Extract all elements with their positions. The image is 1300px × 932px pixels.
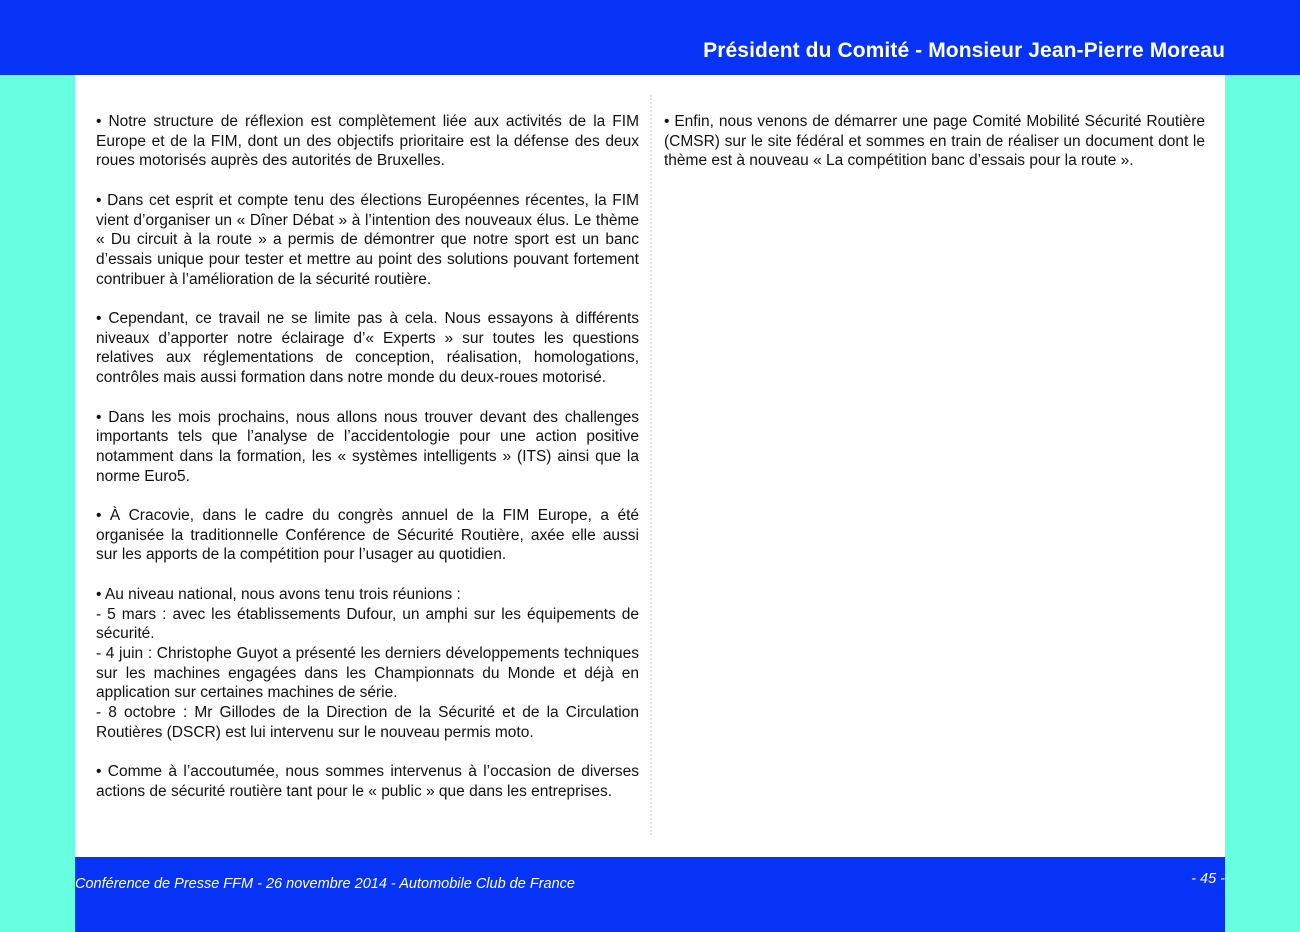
paragraph-eu-structure: • Notre structure de réflexion est complètement liée aux activités de la FIM Europe et de la FIM, dont un des objectifs prioritaire est la défense des deux roues motorisés auprès des autorités de Bruxelles. [96, 113, 639, 170]
right-column [664, 112, 1205, 191]
column-divider [650, 95, 652, 835]
paragraph-experts: • Cependant, ce travail ne se limite pas à cela. Nous essayons à différents niveaux d’apporter notre éclairage d’« Experts » sur toutes les questions relatives aux réglementations de conception, réalisation, homologations, contrôles mais aussi formation dans notre monde du deux-roues motorisé. [96, 310, 639, 387]
meeting-item-mars: - 5 mars : avec les établissements Dufour, un amphi sur les équipements de sécurité. [96, 605, 639, 643]
footer-text: Conférence de Presse FFM - 26 novembre 2014 - Automobile Club de France [75, 876, 575, 892]
page-header [0, 0, 1300, 75]
paragraph-actions: • Comme à l’accoutumée, nous sommes intervenus à l’occasion de diverses actions de sécurité routière tant pour le « public » que dans les entreprises. [96, 763, 639, 800]
meeting-item-juin: - 4 juin : Christophe Guyot a présenté les derniers développements techniques sur les machines engagées dans les Championnats du Monde et déjà en application sur certaines machines de série. [96, 644, 639, 702]
meeting-item-octobre: - 8 octobre : Mr Gillodes de la Direction de la Sécurité et de la Circulation Routières (DSCR) est lui intervenu sur le nouveau permis moto. [96, 704, 639, 741]
paragraph-cracovie: • À Cracovie, dans le cadre du congrès annuel de la FIM Europe, a été organisée la traditionnelle Conférence de Sécurité Routière, axée elle aussi sur les apports de la compétition pour l’usager au quotidien. [96, 507, 639, 564]
paragraph-diner-debat: • Dans cet esprit et compte tenu des élections Européennes récentes, la FIM vient d’organiser un « Dîner Débat » à l’intention des nouveaux élus. Le thème « Du circuit à la route » a permis de démontrer que notre sport est un banc d’essais unique pour tester et mettre au point des solutions pouvant fortement contribuer à l’amélioration de la sécurité routière. [96, 191, 639, 288]
left-column [96, 112, 639, 821]
paragraph-cmsr: • Enfin, nous venons de démarrer une page Comité Mobilité Sécurité Routière (CMSR) sur le site fédéral et sommes en train de réaliser un document dont le thème est à nouveau « La compétition banc d’essais pour la route ». [664, 113, 1205, 170]
page-content [75, 75, 1225, 857]
page-footer [75, 857, 1225, 932]
paragraph-challenges: • Dans les mois prochains, nous allons nous trouver devant des challenges importants tels que l’analyse de l’accidentologie pour une action positive notamment dans la formation, les « systèmes intelligents » (ITS) ainsi que la norme Euro5. [96, 408, 639, 485]
header-title: Président du Comité - Monsieur Jean-Pierre Moreau [703, 39, 1225, 62]
page-number: - 45 - [1191, 871, 1225, 887]
paragraph-national-intro: • Au niveau national, nous avons tenu trois réunions : [96, 585, 461, 603]
